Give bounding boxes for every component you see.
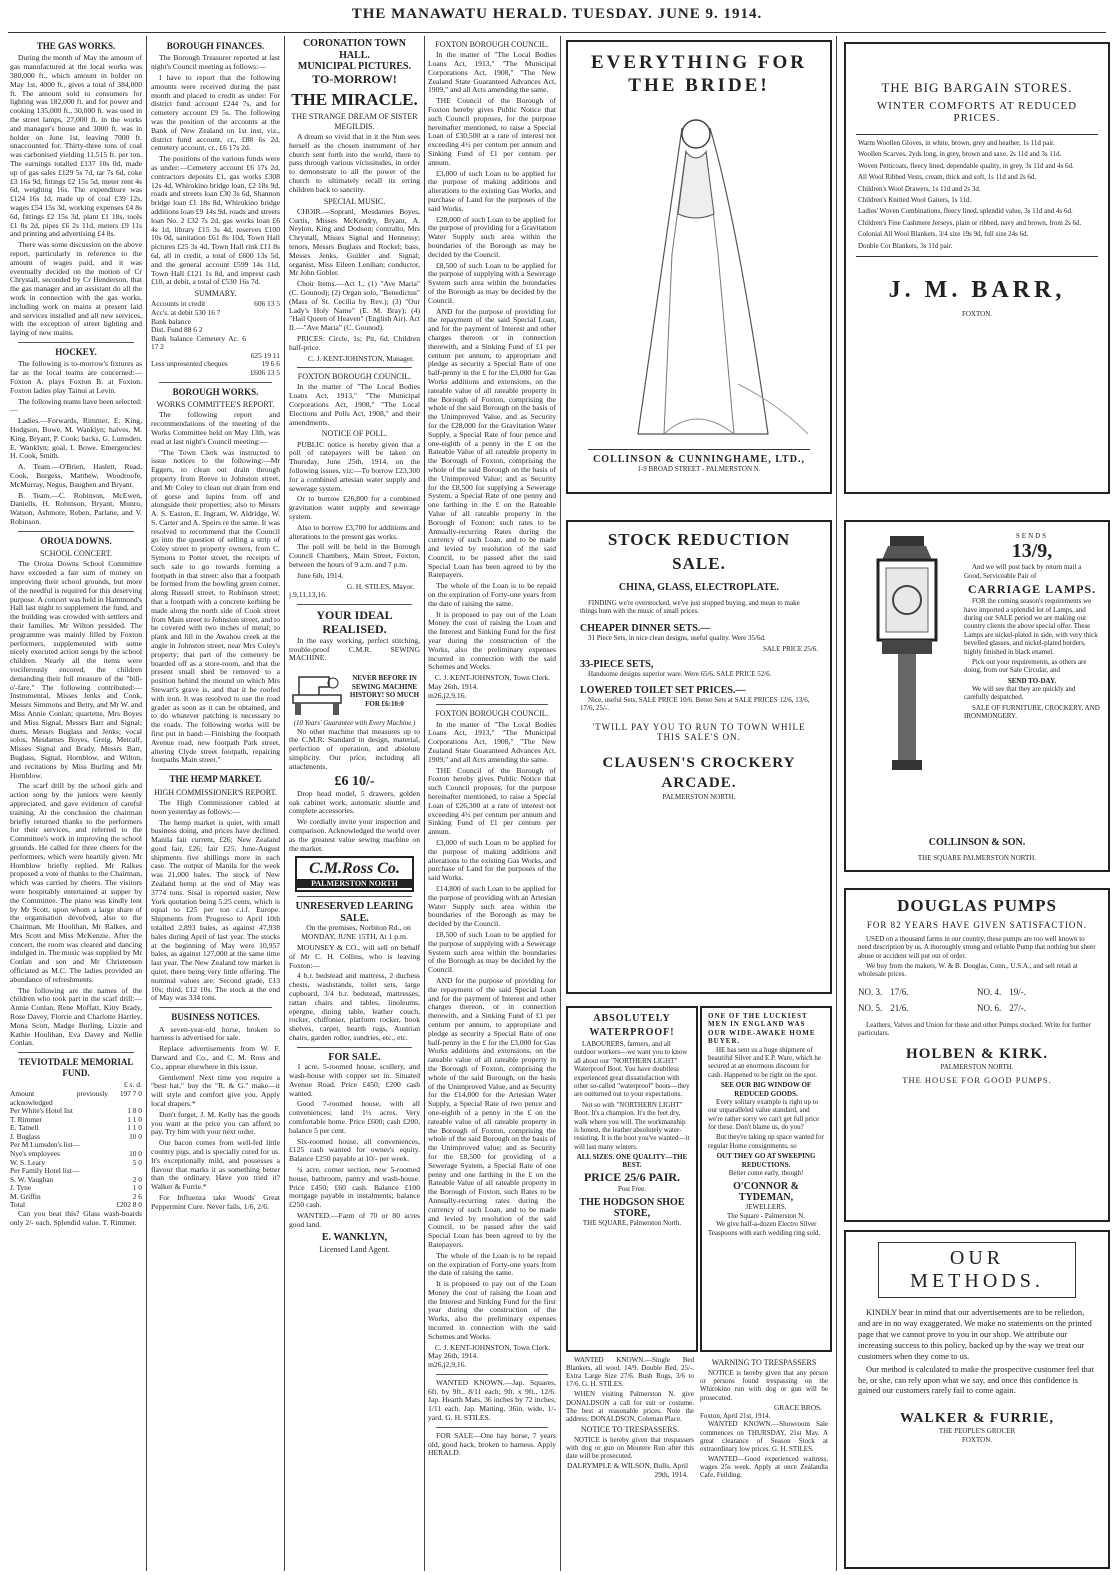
gas-works-text: There was some discussion on the above report, particularly in reference to the amount of wages paid, and it was eventually decided on the motion of Cr Chrystall, seconded by Cr Henderson, that the gas manager and an assistant do all the work in connection with the gas works, including work on mains at present laid and services installed and all new services, with the exception of street lighting and laying of new mains. (10, 240, 142, 338)
gas-works-heading: THE GAS WORKS. (36, 41, 116, 51)
loan-heading: FOXTON BOROUGH COUNCIL. (435, 40, 549, 49)
loan-text: THE Council of the Borough of Foxton hereby gives Public Notice that such Council proposes, for the purpose hereinafter mentioned, to raise a Special Loan of £30,500 at a rate of interest not exceeding 4½ per centum per annum and Sinking Fund of £1 per centum per annum. (428, 96, 556, 167)
walker-name: WALKER & FURRIE, (899, 1411, 1055, 1427)
loan-text: £28,000 of such Loan to be applied for the purpose of providing for a Gravitation Water Supply such area within the boundaries of the Borough as may be decided by the Council. (428, 214, 556, 259)
summary-heading: SUMMARY. (194, 289, 237, 299)
loan-date: May 26th, 1914. (428, 1351, 479, 1361)
clausen-name: CLAUSEN'S CROCKERY ARCADE. (602, 755, 796, 791)
ross-logo-sub: PALMERSTON NORTH (297, 879, 412, 888)
sale-text: On the premises, Norbiton Rd., on MONDAY, JUNE 15TH, At 1 p.m. (301, 923, 411, 942)
notice-text: Gentlemen! Next time you require a "best hat," buy the "R. & G." make—it will style and comfort give you. Apply local drapers.* (151, 1072, 280, 1109)
oroua-heading: OROUA DOWNS. (40, 535, 112, 546)
notice-text: Replace advertisements from W. F. Darward and Co., and C. M. Ross and Co., appear elsewhere in this issue. (151, 1044, 280, 1071)
pump-price (858, 1003, 977, 1013)
lamp-text: FOR the coming season's requirements we have imported a splendid lot of Lamps, and during our SALE period we are making our country clients the above special offer. These Lamps are nickel-plated in side, with very thick bevelled glasses, and nickel-plated borders, highly finished in black enamel. (964, 597, 1098, 656)
agent-name: E. WANKLYN, (321, 1231, 388, 1243)
pumps-text: USED on a thousand farms in our country, these pumps are too well known to need description by us. A thoroughly strong and reliable Pump that nothing but sheer abuse or accident will put out of order. (858, 934, 1096, 960)
stock-text: Nice, useful Sets, SALE PRICE 10/6. Better Sets at SALE PRICES 12/6, 13/6, 17/6, 25/-. (580, 695, 810, 712)
loan-text: £8,500 of such Loan to be applied for the purpose of supplying with a Sewerage System such area within the boundaries of the Borough as may be decided by the Council. (428, 930, 556, 975)
fund-row (10, 1090, 142, 1107)
town-hall-subheading: MUNICIPAL PICTURES. (297, 61, 412, 73)
poll-text: PUBLIC notice is hereby given that a poll of ratepayers will be taken on Thursday, June 25th, 1914, on the following issues, viz:—To borrow £23,300 for a combined artesian water supply and sewerage system. (289, 439, 420, 493)
divider (436, 1427, 548, 1428)
holben-tagline: THE HOUSE FOR GOOD PUMPS. (902, 1074, 1052, 1085)
ideal-text: We cordially invite your inspection and comparison. Acknowledged the world over as the greatest value sewing machine on the market. (289, 817, 420, 853)
fund-amount: 1 1 0 (127, 1114, 142, 1124)
column-divider (560, 36, 561, 1571)
pump-cost: 21/6. (890, 1002, 909, 1013)
pump-number: NO. 6. (977, 1002, 1002, 1013)
waterproof-heading: ABSOLUTELY WATERPROOF! (589, 1013, 675, 1038)
summary-amount: 606 13 5 (254, 299, 280, 309)
fund-label: E. Tatnell (10, 1123, 39, 1133)
bargain-item: Children's Fine Cashmere Jerseys, plain or ribbed, navy and brown, from 2s 6d. (858, 218, 1082, 227)
forsale-heading: FOR SALE. (328, 1051, 381, 1063)
pump-price (977, 987, 1096, 997)
fund-amount: 197 7 0 (119, 1088, 142, 1098)
column-divider (424, 36, 425, 1571)
divider (297, 896, 412, 897)
luckiest-heading: ONE OF THE LUCKIEST MEN IN ENGLAND WAS OUR WIDE-AWAKE HOME BUYER. (708, 1012, 816, 1046)
machine-price: £6 10/- (334, 773, 375, 789)
bride-ad (566, 40, 832, 494)
trespass-text: NOTICE is hereby given that any person or persons found trespassing on the Whirokino run with dog or gun will be prosecuted. (700, 1369, 828, 1402)
waterproof-ad (566, 1006, 698, 1352)
waterproof-price: PRICE 25/6 PAIR. (583, 1169, 681, 1184)
barr-town: FOXTON. (961, 309, 992, 318)
hodgson-address: THE SQUARE, Palmerston North. (582, 1219, 682, 1228)
column-divider (146, 36, 147, 1571)
works-heading: BOROUGH WORKS. (172, 386, 259, 397)
bargain-item: All Wool Ribbed Vests, cream, thick and soft, 1s 11d and 2s 6d. (858, 173, 1037, 182)
divider (159, 1007, 272, 1008)
notice-text: A seven-year-old horse, broken to harness is advertised for sale. (151, 1024, 280, 1043)
summary-amount: 19 6 6 (261, 359, 280, 369)
column-4 (428, 38, 556, 1569)
methods-heading: OUR METHODS. (878, 1242, 1076, 1298)
divider (436, 1374, 548, 1375)
pump-price (977, 1003, 1096, 1013)
trespass-text: NOTICE is hereby given that trespassers with dog or gun on Moutere Run after this date will be prosecuted. (566, 1436, 694, 1461)
summary-amount (246, 318, 280, 327)
collinson-name: COLLINSON & SON. (928, 837, 1026, 848)
divider (436, 704, 548, 705)
fund-heading: TEVIOTDALE MEMORIAL FUND. (18, 1057, 134, 1078)
classifieds-left (566, 1356, 694, 1569)
notice-text: For Influenza take Woods' Great Peppermint Cure. Never fails, 1/6, 2/6. (151, 1193, 280, 1211)
choir-text: Choir Items.—Act I., (1) "Ave Maria" (C. Gounod); (2) Organ solo, "Benedictus" (Mass of St. Cecilia by Rev.); (3) "Our Lady's Holy Name" (E. M. Bray); (4) "Hail Queen of Heaven" (English Air). Act II.—"Ave Maria" (C. Gounod). (289, 279, 420, 333)
signature: C. J. KENT-JOHNSTON, Town Clerk. (434, 673, 550, 683)
fund-label: Amount previously acknowledged (10, 1088, 108, 1107)
divider (159, 769, 272, 770)
summary-table (151, 300, 280, 377)
agent-title: Licensed Land Agent. (319, 1245, 390, 1255)
loan-date: May 26th, 1914. (428, 681, 479, 691)
pump-cost: 27/-. (1009, 1002, 1026, 1013)
hodgson-name: THE HODGSON SHOE STORE, (579, 1197, 685, 1220)
miracle-title: THE MIRACLE. (291, 89, 418, 109)
loan-text: £14,800 of such Loan to be applied for the purpose of providing with an Artesian Water Supply such area within the boundaries of the Borough as may be decided by the Council. (428, 884, 556, 929)
lamp-cta: SEND TO-DAY. (1007, 676, 1057, 685)
fund-label: Per Family Hotel list— (10, 1166, 80, 1176)
pump-number: NO. 3. (858, 986, 883, 997)
oroua-text: The scarf drill by the school girls and action song by the juniors were keenly appreciated, and gave evidence of careful training. At the conclusion the chairman briefly returned thanks to the performers for their services, and referred to the Committee's work in improving the school grounds. He called for three cheers for the performers, which were heartily given. Mr Hornblow briefly replied. Mr Ralkes proposed a vote of thanks to the Chairman, which was carried by cheers. The visitors were hospitably entertained at supper by the Committee. The piano was kindly lent by Mr Scott, upon whom a large share of the organisation devolved, also to the Chairman, Mr Hoolihan, Mr Ralkes, and Mrs Scott and Miss McKenzie. After the concert, the room was cleared and dancing indulged in. The music was supplied by Mr Conlan and son and Mr Christensen officiated as M.C. The ladies provided an abundance of refreshments. (10, 781, 142, 984)
miracle-subtitle: THE STRANGE DREAM OF SISTER MEGILDIS. (291, 112, 418, 131)
bargain-item: Children's Wool Drawers, 1s 11d and 2s 3d. (858, 184, 981, 193)
hockey-text: The following teams have been selected:— (10, 396, 142, 415)
barr-name: J. M. BARR, (888, 276, 1066, 303)
divider (159, 382, 272, 383)
douglas-pumps-ad (844, 888, 1110, 1222)
signature: DALRYMPLE & WILSON, Bulls, April 29th, 1914. (567, 1461, 688, 1480)
bride-address: 1-9 BROAD STREET - PALMERSTON N. (637, 464, 761, 473)
summary-amount (246, 309, 280, 318)
summary-row (151, 335, 280, 352)
summary-label: Dist. Fund 88 6 2 (151, 325, 203, 335)
loan-text: It is proposed to pay out of the Loan Money the cost of raising the Loan and the Interest and Sinking Fund for the first year during the construction of the Works, also the preliminary expenses incurred in connection with the said Schemes and Works. (428, 1279, 556, 1341)
loan-heading: FOXTON BOROUGH COUNCIL. (435, 709, 549, 719)
lamp-text: SALE OF FURNITURE, CROCKERY, AND IRONMONGERY. (964, 703, 1100, 721)
fund-amount: 2 6 (132, 1191, 142, 1201)
stock-text: FINDING we're overstocked, we've just stopped buying, and mean to make things hum with the music of small prices. (580, 598, 800, 615)
loan-text: £3,000 of such Loan to be applied for the purpose of making additions and alterations to the existing Gas Works, and purchase of Land for the purposes of the said Works. (428, 168, 556, 213)
bride-illustration (568, 104, 830, 444)
bargain-item: Ladies' Woven Combinations, fleecy lined, splendid value, 3s 11d and 4s 6d. (858, 207, 1073, 216)
lamp-text: We will see that they are quickly and carefully despatched. (964, 685, 1076, 702)
classifieds-right (700, 1356, 828, 1569)
fund-label: W. S. Leary (10, 1157, 46, 1167)
waterproof-text: Not so with "NORTHERN LIGHT" Boot. It's a champion. It's the feet dry, walk where you will. The workmanship is honest, the leather absolutely water-resisting. It is the boot you've wanted—it will last many winters. (574, 1100, 690, 1151)
fund-table (10, 1090, 142, 1210)
oconnor-trade: JEWELLERS. (745, 1203, 787, 1212)
ideal-text: In the easy working, perfect stitching, trouble-proof C.M.R. SEWING MACHINE. (289, 635, 420, 663)
loan-text: £8,500 of such Loan to be applied for the purpose of supplying with a Sewerage System such area within the boundaries of the Borough as may be decided by the Council. (428, 260, 556, 305)
fund-note: Can you beat this? Glass wash-boards only 2/- each. Splendid value. T. Rimmer. (10, 1209, 142, 1227)
ross-logo (295, 856, 414, 892)
pumps-subheading: FOR 82 YEARS HAVE GIVEN SATISFACTION. (866, 920, 1088, 930)
luckiest-slogan: OUT THEY GO AT SWEEPING REDUCTIONS. (716, 1152, 816, 1169)
works-text: The following report and recommendations of the meeting of the Works Committee held on May 13th, was read at last night's Council meeting:— (151, 410, 280, 446)
stock-sale-ad (566, 520, 832, 994)
stock-price: SALE PRICE 25/6. (762, 644, 818, 653)
poll-heading: FOXTON BOROUGH COUNCIL. (297, 372, 412, 382)
loan-text: The whole of the Loan is to be repaid on the expiration of Forty-one years from the date of raising the same. (428, 581, 556, 608)
summary-label: Accounts in credit (151, 299, 206, 309)
hemp-text: The hemp market is quiet, with small business doing, and prices have declined. Manila fair current, £26; New Zealand good fair, £26; fair £25. June-August shipments five shillings more in each case. The output of Manila for the week was 21,000 bales. The stock of New Zealand hemp at the end of May was 3774 tons. Sisal is reported easier, New York quotation being 5.25 cents, which is equal to £25 per ton c.i.f. Europe. Shipments from Progreso to April 10th totalled 2,893 bales, as against 47,938 bales during April of last year. The stocks at the beginning of May were 10,957 bales, as against 127,000 at the same time last year. The New Zealand tow market is quiet, there being very little offering. The nominal values are: Second grade, £13 10s; third, £12 10s. The stock at the end of May was 334 tons. (151, 817, 280, 1003)
lamp-sends: SENDS (1015, 532, 1049, 540)
lamp-text: And we will post back by return mail a Good, Serviceable Pair of (964, 563, 1082, 580)
stock-subheading: CHINA, GLASS, ELECTROPLATE. (618, 581, 780, 593)
hockey-text: B. Team.—C. Robinson, McEwen, Daniells, H. Robinson, Bryant, Munro, Watson, Ashmore, Reben, Parlane, and V. Robinson. (10, 490, 142, 526)
bargain-item: Warm Woollen Gloves, in white, brown, grey and heather, 1s 11d pair. (858, 139, 1055, 147)
summary-amount: £606 13 5 (250, 368, 280, 378)
masthead: THE MANAWATU HERALD. TUESDAY. JUNE 9. 1914. (351, 6, 763, 22)
classified-ad: WHEN visiting Palmerston N. give DONALDSON a call for suit or costume. The best at reasonable prices. Note the address: DONALDSON, Coleman Place. (566, 1390, 694, 1423)
forsale-text: Good 7-roomed house, with all conveniences; land 1½ acres. Very comfortable home. Price £600; cash £200, balance 5 per cent. (289, 1099, 420, 1135)
notices-heading: BUSINESS NOTICES. (171, 1012, 260, 1023)
forsale-text: ¼ acre, corner section, new 5-roomed house, bathroom, pantry and wash-house. Price £450; £60 cash. Balance £100 mortgage payable in instalments; balance £250 cash. (289, 1165, 420, 1210)
column-3 (289, 38, 420, 1569)
oroua-text: The Oroua Downs School Committee have exceeded a fair sum of money on improving their school grounds, but more of the needful is required for this deserving purpose. A concert was held in Hammond's Hall last night to supplement the fund, and the building was crowded with settlers and their families. Mr Wilton presided. The programme was mainly filled by Foxton performers, supplemented with some nicely executed action songs by the school children. Nearly all the items were vociferously encored, the children demanding their full measure of the "bill-o'-fare." The following contributed:—Instrumental, Misses Jenks and Cook, Messrs Simmons and Betty, and Mr W. and Miss Annie Conlan; quartette, Mrs Boyes and Miss Signal, Messrs Barr and Signal; duets, Messrs Buglass and Jenks; vocal solos, Mesdames Boyes, Greig, Metcalf, Misses Signal and Brady, Messrs Barr, Buglass, Signal, Hornblow, and Wilton, and recitations by Miss Burling and Mr Hornblow. (10, 559, 142, 780)
pump-cost: 19/-. (1009, 986, 1026, 997)
stock-heading: STOCK REDUCTION SALE. (607, 530, 791, 573)
summary-amount: 625 19 11 (250, 350, 280, 360)
finances-text: The Borough Treasurer reported at last night's Council meeting as follows:— (151, 53, 280, 72)
luckiest-text: But they're taking up space wanted for regular Home consignments, so (708, 1133, 824, 1150)
fund-label: J. Buglass (10, 1131, 40, 1141)
bargain-stores-ad (844, 42, 1110, 494)
bargain-item: Colonial All Wool Blankets, 3/4 size 19s 9d, full size 24s 6d. (858, 230, 1029, 239)
holben-name: HOLBEN & KIRK. (906, 1045, 1048, 1062)
fund-label: Nye's employees (10, 1148, 60, 1158)
music-heading: SPECIAL MUSIC. (323, 196, 386, 206)
notice-text: Don't forget, J. M. Kelly has the goods you want at the price you can afford to pay. Try him with your next order. (151, 1109, 280, 1137)
summary-amount (246, 335, 280, 352)
classified-ad: WANTED KNOWN.—Single Bed Blankets, all wool, 14/9. Double Bed, 25/-. Extra Large Size 27/6. Bush Rugs, 3/6 to 17/6. G. H. STILES. (566, 1356, 694, 1389)
oconnor-address: The Square - Palmerston N. (727, 1211, 805, 1220)
gas-works-text: During the month of May the amount of gas manufactured at the local works was 380,000 ft., which amount in holder on May 1st, 4000 ft., gives a total of 384,000 ft. The amount sold to consumers for lighting was 182,000 ft. and for power and cooking 135,000 ft., 30,000 ft. was used in the street lamps, 27,000 ft. in the works and manager's house and 3000 ft. was in holder on June 1st, leaving 7000 ft. unaccounted for. Thirty-three tons of coal was carbonised yielding 11,515 ft. per ton. The earnings totalled £137 10s 0d, made up of gas sales £129 5s 7d, tar 7s 6d, coke £3 16s 9d, fittings £2 15s 5d, meter rent 4s 6d, weighing 16s. The expenditure was £124 16s 1d, made up of coal £39 12s, wages £54 15s 3d, working expenses £4 8s 6d, fittings £2 15s 3d, plant £1 18s, tools £1 8s 2d, pipes £6 2s 11d, meters £9 11s and printing and advertising £4 8s. (10, 53, 142, 239)
fund-label: S. W. Vaughan (10, 1174, 54, 1184)
waterproof-post: Post Free. (618, 1184, 646, 1193)
music-text: CHOIR.—Sopranl, Mesdames Boyes, Curtis, Misses McKendry, Bryant, A. Neylon, King and Dodson; contralto, Mrs Chrystall, Misses Signal and Hennessy; tenors, Messrs Buglass and Rockel; bass, Messrs Jenks, Guilder and Signal; organist, Miss Eileen Lenihan; conductor, Mr John Gobler. (289, 206, 420, 278)
bargain-item: Woven Petticoats, fleecy lined, dependable quality, in grey, 3s 11d and 4s 6d. (858, 161, 1074, 170)
stock-slogan: 'TWILL PAY YOU TO RUN TO TOWN WHILE THIS SALE'S ON. (592, 722, 806, 743)
loan-text: AND for the purpose of providing for the repayment of the said Special Loan, and for the payment of Interest and other charges thereon or in connection therewith, and a Sinking Fund of £1 per centum per annum, to appropriate and pledge as security a Special Rate of one half-penny in the £ for the £3,000 for Gas Works additions and extensions, on the rateable value of all rateable property in the Borough of Foxton, comprising the whole of the said Borough on the basis of the Unimproved Value, and as Security for the £28,000 for the Gravitation Water Supply, a Special Rate of four pence and one-eighth of a penny in the £ on the Rateable Value of all rateable property in the Borough of Foxton, comprising the whole of the said Borough on the basis of the Unimproved Value; and as Security for the £8,500 for supplying a Sewerage System, a Special Rate of one penny and one farthing in the £ on the Rateable Value of all rateable property in the Borough of Foxton; such rates to be Annually-recurring Rates during the currency of such Loan, and to be made and levied by resolution of the said Council, to be passed after the said Special Loan has been agreed to by the Ratepayers. (428, 306, 556, 580)
bargain-item: Woollen Scarves, 2yds long, in grey, brown and saxe, 2s 11d and 3s 11d. (858, 150, 1062, 159)
fund-label: J. Tyne (10, 1183, 32, 1193)
luckiest-window: SEE OUR BIG WINDOW OF REDUCED GOODS. (720, 1081, 812, 1098)
pump-number: NO. 4. (977, 986, 1002, 997)
bargain-item: Double Cot Blankets, 3s 11d pair. (858, 241, 953, 250)
works-text: "The Town Clerk was instructed to issue notices to the following:—Mr Eggers, to clean out drain through property from Reeve to Johnston street, and Mr Coley to clean out drain from end of gorse and lupins from off and alongside their properties; also to Messrs A. S. Easton, E. Ingram, W. Aldridge, W. S. Carter and A. Speirs re the same. It was resolved to recommend that the Council go into the question of selling a strip of Coley street to property owners, from C. Symons to Potter street, the receipts of such sale to go towards forming a footpath in that street: also that a footpath be formed from the bowling green corner, along Russell street, to Robinson street; that a footpath with a concrete kerbing be made along the north side of Cook street from Main street to Johnston street, and to be covered with two inches of metal; to plank and fill in the Awahou creek at the angle in Johnston street, near Mrs Coley's property; that part of the cemetery be boarded off as a store-room, and that the present small shed be removed to a position behind the mound on which Mrs Stewart's grave is, and that it be roofed with iron. It was resolved to use the road grader as soon as it can be obtained, and to do whatever patching is necessary to the roads. The following works will be first put in hand:—Finishing the footpath Avenue road, new footpath Park street, altering Clyde street footpath, repairing footpaths Main street." (151, 447, 280, 765)
works-subheading: WORKS COMMITTEE'S REPORT. (156, 400, 275, 410)
methods-text: Our method is calculated to make the prospective customer feel that he, or she, can rely upon what we say, and once this confidence is gained our customers rarely fail to come again. (858, 1364, 1094, 1396)
loan-text: In the matter of "The Local Bodies Loans Act, 1913," "The Municipal Corporations Act, 1908," "The New Zealand State Guaranteed Advances Act, 1909," and all Acts amending the same. (428, 719, 556, 764)
trespass-date: Foxton, April 21st, 1914. (700, 1412, 771, 1421)
hockey-text: A. Team.—O'Brien, Haslett, Read, Cook, Burgess, Matthew, Woodroofe, McMurray, Negus, Baughen and Bryant. (10, 462, 142, 489)
fund-label: Total (10, 1200, 26, 1210)
fund-amount: £202 8 0 (116, 1200, 142, 1210)
signature: C. J. KENT-JOHNSTON, Manager. (307, 353, 414, 363)
carriage-lamps-ad (844, 520, 1110, 872)
carriage-lamp-illustration (852, 530, 962, 790)
stock-item-heading: 33-PIECE SETS, (580, 659, 654, 671)
poll-text: Also to borrow £3,700 for additions and alterations to the present gas works. (289, 522, 420, 541)
trespass-heading: NOTICE TO TRESPASSERS. (580, 1424, 680, 1434)
sewing-machine-illustration (289, 665, 420, 717)
machine-caption: NEVER BEFORE IN SEWING MACHINE HISTORY! SO MUCH FOR £6:10:0 (349, 674, 420, 708)
summary-label: Less unpresented cheques (151, 359, 228, 369)
divider (18, 531, 134, 532)
summary-label: Acc's. at debit 530 16 7 (151, 308, 221, 317)
fund-amount: 1 0 (132, 1183, 142, 1193)
pumps-text: We buy from the makers, W. & B. Douglas, Conn., U.S.A., and sell retail at wholesale prices. (858, 961, 1078, 979)
reference-code: j.9,11,13,16. (289, 590, 327, 600)
town-hall-heading: CORONATION TOWN HALL. (302, 38, 407, 61)
machine-guarantee: (10 Years' Guarantee with Every Machine.) (293, 719, 416, 728)
our-methods-ad (844, 1230, 1110, 1569)
luckiest-text: HE has sent us a huge shipment of beautiful Silver and E.P. Ware, which he secured at an enormous discount for cash. Happened to be right on the spot. (708, 1045, 822, 1079)
stock-item-heading: LOWERED TOILET SET PRICES.— (580, 684, 746, 696)
methods-text: KINDLY bear in mind that our advertisements are to be reliedon, and are in no way exaggerated. We make no statements on the printed page that we cannot prove to you in our shop. We attribute our increasing success to this policy, backed up by the way we treat our customers when they come to us. (858, 1308, 1092, 1361)
luckiest-ad (700, 1006, 832, 1352)
pump-cost: 17/6. (890, 986, 909, 997)
divider (18, 342, 134, 343)
stock-text: 31 Piece Sets, in nice clean designs, useful quality. Were 35/6d. (588, 634, 766, 643)
oconnor-name: O'CONNOR & TYDEMAN, (733, 1181, 799, 1204)
summary-row (151, 369, 280, 378)
fund-amount: 1 8 0 (127, 1106, 142, 1116)
bargain-heading: THE BIG BARGAIN STORES. (881, 80, 1073, 95)
luckiest-note: Better come early, though! (728, 1169, 804, 1178)
finances-text: I have to report that the following amounts were received during the past month and placed to credit as under: For district fund account £244 7s, and for cemetery account £9 5s. The following was the position of the accounts at the Bank of New Zealand on 1st inst, viz., district fund account, cr., £88 6s 2d, cemetery account, cr., £6 17s 2d. (151, 73, 280, 153)
column-divider (836, 36, 837, 1571)
divider (297, 604, 412, 605)
column-divider (284, 36, 285, 1571)
sale-text: MOUNSEY & CO., will sell on behalf of Mr C. H. Collins, who is leaving Foxton:— (289, 942, 420, 970)
lamp-price: 13/9, (1011, 540, 1053, 563)
reference-code: m26,j2,9,16. (428, 1360, 467, 1370)
ideal-text: No other machine that measures up to the C.M.R. Standard in design, material, perfection of operation, and absolute simplicity. Our price, including all attachments, (289, 726, 420, 771)
finances-heading: BOROUGH FINANCES. (166, 41, 265, 51)
divider (18, 1052, 134, 1053)
column-1 (10, 38, 142, 1569)
fund-amount: 10 0 (129, 1148, 142, 1158)
bride-heading: EVERYTHING FOR THE BRIDE! (590, 52, 808, 96)
pumps-heading: DOUGLAS PUMPS (897, 896, 1057, 915)
ideal-heading: YOUR IDEAL REALISED. (316, 607, 393, 636)
stock-text: Handsome designs superior ware. Were 65/6. SALE PRICE 52/6. (588, 670, 772, 679)
loan-text: In the matter of "The Local Bodies Loans Act, 1913," "The Municipal Corporations Act, 1908," "The New Zealand State Guaranteed Advances Act, 1909," and all Acts amending the same. (428, 50, 556, 95)
fund-label: T. Rimmer (10, 1114, 42, 1124)
lamp-text (964, 532, 1100, 723)
fund-amount: 10 0 (129, 1131, 142, 1141)
trespass-heading: WARNING TO TRESPASSERS (711, 1358, 817, 1367)
forsale-text: 1 acre, 5-roomed house, scullery, and wash-house with copper set in. Situated Avenue Road. Price £450; £200 cash wanted. (289, 1062, 420, 1098)
bargain-list (846, 139, 1108, 250)
sale-heading: UNRESERVED LEARING SALE. (295, 901, 414, 924)
waterproof-sizes: ALL SIZES. ONE QUALITY—THE BEST. (576, 1153, 688, 1170)
classified-ad: WANTED KNOWN.—Showroom Sale commences on THURSDAY, 21st May. A great clearance of Season Stock at extraordinary low prices. G. H. STILES. (700, 1420, 828, 1453)
fund-label: M. Griffin (10, 1191, 41, 1201)
loan-text: £3,000 of such Loan to be applied for the purpose of making additions and alterations to the existing Gas Works, and purchase of Land for the purposes of the said Works. (428, 838, 556, 883)
walker-tagline: THE PEOPLE'S GROCER (938, 1427, 1016, 1436)
reference-code: m26,j2,9,16. (428, 690, 467, 700)
finances-text: The positions of the various funds were as under:—Cemetery account £6 17s 2d, contractors deposits £1, gas works £308 12s 4d, Whirokino bridge loan, £2 18s 9d, roads and streets loan £30 3s 6d, Shannon bridge loan £1 18s 8d, Whirokino bridge additions loan £9 14s 9d, roads and streets loan No. 2 £32 7s 2d, gas works loan £6 4s 1d, library £15 3s 4d, reserves £100 10s 0d, sanitation £61 8s 10d, Town Hall pictures £25 3s 4d, Town Hall rink £11 8s 6d, all in credit, a total of £600 13s 5d, and the general account £599 14s 11d, Town Hall £121 1s 8d, and imprest cash £10, at debit, a total of £530 16s 7d. (151, 154, 280, 287)
signature: GRACE BROS. (773, 1402, 822, 1412)
walker-town: FOXTON. (961, 1435, 992, 1444)
hemp-heading: THE HEMP MARKET. (169, 774, 262, 785)
loan-text: AND for the purpose of providing for the repayment of the said Special Loan and for the payment of Interest and other charges thereon, or in connection therewith, and a Sinking Fund of £1 per centum per annum, to appropriate and pledge as security a Special Rate of one half-penny in the £ for the £3,000 for Gas Works additions and extensions, on the rateable value of all rateable property in the Borough of Foxton, comprising the whole of the said Borough, on the basis of the Unimproved Value, and as Security for the £14,800 for the Artesian Water Supply, a Special Rate of two pence and one-eighth of a penny in the £ on the rateable value of all rateable property in the Borough of Foxton, comprising the whole of the said Borough on the basis of the Unimproved value; and as Security for the £8,500 for providing of a Sewerage System, a Special Rate of one penny and one farthing in the £ on the Rateable Value of all rateable property in the Borough of Foxton, such Rates to be Annually-recurring rates during the currency of such Loan, and to be made and levied by resolution of the said Council, to be passed after the said Special Loan has been agreed to by the Ratepayers. (428, 976, 556, 1249)
oconnor-text: We give half-a-dozen Electro Silver Teaspoons with each wedding ring sold. (708, 1220, 821, 1237)
poll-date: June 6th, 1914. (297, 570, 344, 580)
bride-firm: COLLINSON & CUNNINGHAME, LTD., (593, 453, 805, 465)
oroua-subheading: SCHOOL CONCERT. (40, 549, 112, 559)
luckiest-text: Every solitary example is right up to our unparalleled value standard, and we're rather sorry we can't get full price for these. Don't blame us, do you? (708, 1097, 820, 1132)
sale-text: 4 b.r. bedstead and mattress, 2 duchess chests, washstands, toilet sets, large cupboard, 3/4 b.r. bedstead, mattresses, rattan chairs and tables, linoleums, epergne, dining table, leather couch, rocker, chiffonier, platform rocker, book shelves, carpet, hearth rugs, Austrian chairs, garden roller, sundries, etc., etc. (289, 971, 420, 1042)
fund-amount: 5 0 (132, 1157, 142, 1167)
loan-text: It is proposed to pay out of the Loan Money the cost of raising the Loan and the Interest and Sinking Fund for the first year during the construction of the Works, also the preliminary expenses incurred in connection with the said Schemes and Works. (428, 609, 556, 672)
signature: G. H. STILES, Mayor. (346, 581, 414, 591)
pumps-price-grid (858, 987, 1096, 1013)
hemp-subheading: HIGH COMMISSIONER'S REPORT. (154, 787, 277, 797)
summary-label (151, 369, 246, 378)
prices-text: PRICES: Circle, 1s; Pit, 6d. Children half-price. (289, 333, 420, 352)
hockey-text: Ladies.—Forwards, Rimmer, E. King, Hodgson, Bowe, M. Wanklyn; halves, M. King, Bryant, P. Cook; backs, G. Lumsden, E. Wanklyn; goal, I. Bowe. Emergencies: H. Cook, Smith. (10, 416, 142, 461)
poll-text: In the matter of "The Local Bodies Loans Act, 1913," "The Municipal Corporations Act, 1908," "The Local Elections and Polls Act, 1908," and their amendments. (289, 382, 420, 427)
forsale-text: WANTED.—Farm of 70 or 80 acres good land. (289, 1211, 420, 1229)
poll-text: The poll will be held in the Borough Council Chambers, Main Street, Foxton, between the hours of 9 a.m. and 7 p.m. (289, 542, 420, 569)
loan-text: THE Council of the Borough of Foxton hereby gives Public Notice that such Council proposes, for the purpose hereinafter mentioned, to raise a Special Loan of £26,300 at a rate of interest not exceeding 4½ per centum per annum and Sinking Fund of £1 per centum per annum. (428, 765, 556, 837)
pumps-text: Leathers, Valves and Union for these and other Pumps stocked. Write for further particulars. (858, 1020, 1091, 1038)
divider (297, 1047, 412, 1048)
ross-logo-text: C.M.Ross Co. (309, 860, 400, 878)
sewing-machine-icon (289, 665, 345, 717)
summary-label: Bank balance Cemetery Ac. 6 17 2 (151, 333, 246, 352)
fund-currency-header: £ s. d. (123, 1080, 142, 1090)
hockey-heading: HOCKEY. (55, 346, 97, 357)
classified-ad: WANTED—Good experienced waitress, wages 25s week. Apply at once Zealandia Cafe, Feilding. (700, 1454, 828, 1480)
fund-label: Per White's Hotel list (10, 1106, 73, 1116)
stock-item-heading: CHEAPER DINNER SETS.— (580, 623, 711, 635)
clausen-address: PALMERSTON NORTH. (662, 793, 736, 802)
classified-ad: WANTED KNOWN.—Jap. Squares, 6ft. by 9ft., 8/11 each; 9ft. x 9ft., 12/6. Jap. Hearth Mats, 36 inches by 72 inches, 1/11 each. Jap. Matting, 36in. wide, 1/- yard. G. H. STILES. (428, 1377, 556, 1423)
town-hall-text: A dream so vivid that in it the Nun sees herself as the chosen instrument of her church sent forth into the world, there to pass through various vicissitudes, in order to demonstrate to all the power of the church to ultimately recall its erring children back to sanctity. (289, 131, 420, 194)
bargain-subheading: WINTER COMFORTS AT REDUCED PRICES. (876, 100, 1078, 124)
hockey-text: The following is to-morrow's fixtures as far as the local teams are concerned:—Foxton A. plays Foxton B. at Foxton. Foxton ladies play Tainui at Levin. (10, 359, 142, 395)
pump-number: NO. 5. (858, 1002, 883, 1013)
forsale-text: Six-roomed house, all conveniences, £125 cash wanted for owner's equity. Balance £250 payable at 10/- per week. (289, 1136, 420, 1164)
waterproof-text: LABOURERS, farmers, and all outdoor workers—we want you to know all about our "NORTHERN LIGHT" Waterproof Boot. You have doubtless experienced great dissatisfaction with other so-called "waterproof" boots—they are outturned out to your expectations. (574, 1040, 690, 1099)
ideal-text: Drop head model, 5 drawers, golden oak cabinet work, automatic shuttle and complete accessories. (289, 788, 420, 816)
summary-label: Bank balance (151, 316, 192, 326)
fund-amount: 1 1 0 (127, 1123, 142, 1133)
classified-ad: FOR SALE—One bay horse, 7 years old, good hack, broken to harness. Apply HERALD. (428, 1430, 556, 1458)
poll-text: Or to borrow £26,800 for a combined gravitation water supply and sewerage system. (289, 494, 420, 521)
fund-amount: 2 0 (132, 1174, 142, 1184)
town-hall-tomorrow: TO-MORROW! (312, 71, 397, 86)
hemp-text: The High Commissioner cabled at noon yesterday as follows:— (151, 797, 280, 816)
column-2 (151, 38, 280, 1569)
poll-subheading: NOTICE OF POLL. (321, 429, 388, 439)
masthead-rule (8, 32, 1106, 33)
notice-text: Our bacon comes from well-fed little country pigs, and is specially cured for us. It's exceptionally mild, and possesses a flavour that marks it as something better than the ordinary. Have you tried it? Walker & Furrie.* (151, 1138, 280, 1192)
lamp-heading: CARRIAGE LAMPS. (967, 582, 1097, 597)
pump-price (858, 987, 977, 997)
oroua-text: The following are the names of the children who took part in the scarf drill:—Annie Conlan, Rene Moffatt, Kitty Brady, Rose Davey, Florrie and Charlotte Hartley, Mona Scott, Madge Burling, Lizzie and Kathie Houlihan, Eva Davey and Nellie Conlan. (10, 985, 142, 1048)
fund-label: Per M Lumsden's list— (10, 1140, 81, 1150)
summary-amount (246, 326, 280, 335)
divider (297, 367, 412, 368)
holben-town: PALMERSTON NORTH. (940, 1062, 1014, 1071)
signature: C. J. KENT-JOHNSTON, Town Clerk. (434, 1342, 550, 1352)
lamp-text: Pick out your requirements, as others are doing, from our Sale Circular, and (964, 657, 1087, 675)
loan-text: The whole of the Loan is to be repaid on the expiration of Forty-one years from the date of raising the same. (428, 1250, 556, 1278)
bargain-item: Children's Knitted Wool Gaiters, 1s 11d. (858, 195, 972, 204)
collinson-address: THE SQUARE PALMERSTON NORTH. (917, 853, 1037, 862)
